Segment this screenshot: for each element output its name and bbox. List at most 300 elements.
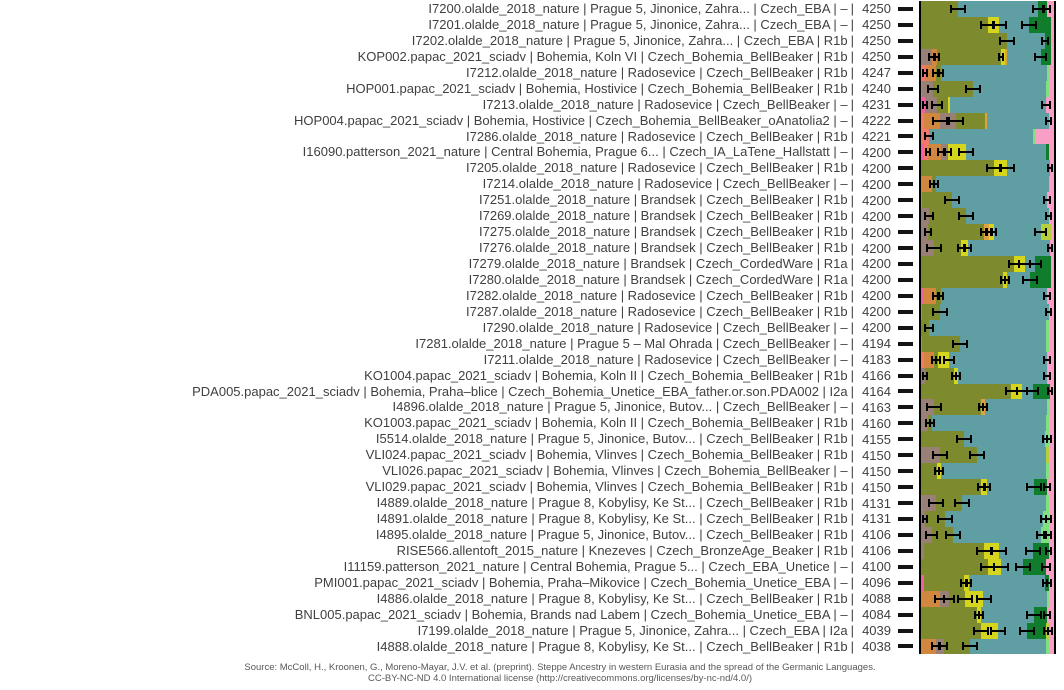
row-label: I7276.olalde_2018_nature | Brandsek | Czech_BellBeaker | R1b	[479, 240, 848, 256]
bar-segment-olive	[928, 224, 984, 240]
row-label: PDA005.papac_2021_sciadv | Bohemia, Praha–blice | Czech_Bohemia_Unetice_EBA_father.or.son.PDA002 | I2a	[192, 383, 848, 399]
error-bar	[1043, 375, 1051, 377]
bar-segment-olive	[921, 33, 1007, 49]
error-bar-cap	[955, 372, 957, 380]
error-bar	[1043, 199, 1051, 201]
bar-segment-teal	[941, 288, 1047, 304]
error-bar-cap	[926, 515, 928, 523]
error-bar	[978, 614, 984, 616]
bar-segment-teal	[953, 527, 1041, 543]
row-label: I7290.olalde_2018_nature | Radosevice | Czech_BellBeaker | –	[482, 319, 848, 335]
error-bar-cap	[999, 37, 1001, 45]
y-axis-tick	[898, 262, 913, 266]
error-bar-cap	[922, 372, 924, 380]
error-bar-cap	[976, 547, 978, 555]
error-bar-cap	[1043, 292, 1045, 300]
error-bar	[933, 183, 939, 185]
ancestry-bar	[919, 415, 1056, 431]
row-date: 4106	[862, 527, 891, 543]
error-bar-cap	[1043, 627, 1045, 635]
error-bar-cap	[925, 531, 927, 539]
y-axis-tick	[898, 294, 913, 298]
bar-segment-olive	[921, 559, 988, 575]
ancestry-bar	[919, 160, 1056, 176]
error-bar	[958, 151, 974, 153]
y-axis-tick	[898, 326, 913, 330]
error-bar-cap	[1018, 260, 1020, 268]
error-bar-cap	[932, 132, 934, 140]
error-bar	[976, 550, 992, 552]
row-label: I7251.olalde_2018_nature | Brandsek | Czech_BellBeaker | R1b	[479, 192, 848, 208]
error-bar-cap	[1040, 611, 1042, 619]
error-bar	[1047, 630, 1053, 632]
bar-segment-pink_right	[1051, 224, 1054, 240]
error-bar-cap	[925, 148, 927, 156]
error-bar-cap	[938, 292, 940, 300]
ancestry-bar	[919, 208, 1056, 224]
error-bar-cap	[1036, 276, 1038, 284]
row-date: 4131	[862, 495, 891, 511]
bar-segment-pink_right	[1050, 176, 1054, 192]
row-label: I7199.olalde_2018_nature | Prague 5, Jinonice, Zahra... | Czech_EBA | I2a	[417, 622, 848, 638]
row-separator: |	[850, 575, 854, 591]
sample-row	[0, 304, 1064, 320]
error-bar-cap	[928, 53, 930, 61]
error-bar-cap	[990, 627, 992, 635]
error-bar-cap	[1004, 276, 1006, 284]
error-bar-cap	[1045, 308, 1047, 316]
error-bar	[1047, 167, 1053, 169]
error-bar-cap	[952, 340, 954, 348]
ancestry-bar	[919, 368, 1056, 384]
error-bar	[999, 40, 1015, 42]
sample-row	[0, 559, 1064, 575]
error-bar-cap	[953, 356, 955, 364]
error-bar-cap	[1047, 164, 1049, 172]
error-bar-cap	[965, 85, 967, 93]
row-date: 4200	[862, 176, 891, 192]
row-separator: |	[850, 176, 854, 192]
sample-row	[0, 623, 1064, 639]
error-bar-cap	[1004, 627, 1006, 635]
error-bar-cap	[977, 483, 979, 491]
error-bar-cap	[1045, 547, 1047, 555]
y-axis-tick	[898, 182, 913, 186]
row-separator: |	[850, 543, 854, 559]
y-axis-tick	[898, 485, 913, 489]
row-separator: |	[850, 65, 854, 81]
error-bar-cap	[1026, 387, 1028, 395]
error-bar	[938, 295, 944, 297]
error-bar-cap	[1049, 563, 1051, 571]
error-bar	[1032, 8, 1043, 10]
error-bar-cap	[1043, 372, 1045, 380]
error-bar-cap	[939, 356, 941, 364]
error-bar-cap	[950, 5, 952, 13]
error-bar-cap	[932, 451, 934, 459]
bar-segment-pink_right	[1049, 591, 1054, 607]
row-separator: |	[850, 208, 854, 224]
row-date: 4088	[862, 591, 891, 607]
error-bar-cap	[924, 132, 926, 140]
error-bar-cap	[935, 356, 937, 364]
error-bar-cap	[942, 292, 944, 300]
error-bar-cap	[1042, 579, 1044, 587]
sample-row	[0, 192, 1064, 208]
row-label: I7280.olalde_2018_nature | Brandsek | Czech_CordedWare | R1a	[468, 271, 848, 287]
error-bar-cap	[1047, 244, 1049, 252]
bar-segment-teal	[958, 1, 1038, 17]
bar-segment-teal	[949, 352, 1047, 368]
error-bar-cap	[940, 244, 942, 252]
row-label: I7202.olalde_2018_nature | Prague 5, Jinonice, Zahra... | Czech_EBA | R1b	[411, 32, 848, 48]
error-bar	[935, 359, 941, 361]
sample-row	[0, 272, 1064, 288]
error-bar-cap	[933, 180, 935, 188]
y-axis-tick	[898, 103, 913, 107]
bar-segment-pink_right	[1051, 17, 1054, 33]
error-bar-cap	[998, 53, 1000, 61]
row-date: 4096	[862, 575, 891, 591]
error-bar	[1021, 24, 1037, 26]
error-bar	[938, 72, 944, 74]
bar-segment-teal	[966, 144, 1046, 160]
bar-segment-teal	[945, 511, 1043, 527]
row-separator: |	[850, 160, 854, 176]
ancestry-bar	[919, 607, 1056, 623]
error-bar-cap	[948, 117, 950, 125]
bar-segment-teal	[966, 208, 1048, 224]
sample-row	[0, 591, 1064, 607]
error-bar-cap	[1050, 579, 1052, 587]
sample-row	[0, 288, 1064, 304]
sample-row	[0, 129, 1064, 145]
row-separator: |	[850, 415, 854, 431]
error-bar	[958, 215, 974, 217]
row-label: I7269.olalde_2018_nature | Brandsek | Czech_BellBeaker | R1b	[479, 208, 848, 224]
row-date: 4200	[862, 160, 891, 176]
bar-segment-olive	[921, 17, 988, 33]
row-label: I7200.olalde_2018_nature | Prague 5, Jinonice, Zahra... | Czech_EBA | –	[428, 1, 848, 16]
ancestry-bar	[919, 49, 1056, 65]
error-bar-cap	[1043, 5, 1045, 13]
row-date: 4250	[862, 1, 891, 17]
row-separator: |	[850, 128, 854, 144]
row-separator: |	[850, 256, 854, 272]
ancestry-bar	[919, 129, 1056, 145]
row-label: I11159.patterson_2021_nature | Central Bohemia, Prague 5... | Czech_EBA_Unetice | –	[343, 558, 848, 574]
bar-segment-teal	[977, 447, 1046, 463]
sample-row	[0, 65, 1064, 81]
row-date: 4200	[862, 224, 891, 240]
y-axis-tick	[898, 501, 913, 505]
error-bar	[952, 343, 968, 345]
error-bar-cap	[969, 451, 971, 459]
error-bar-cap	[973, 627, 975, 635]
error-bar-cap	[931, 642, 933, 650]
y-axis-tick	[898, 119, 913, 123]
bar-segment-teal	[950, 97, 1046, 113]
bar-segment-teal	[932, 415, 1046, 431]
error-bar-cap	[940, 403, 942, 411]
ancestry-bar	[919, 623, 1056, 639]
error-bar-cap	[926, 372, 928, 380]
row-separator: |	[850, 479, 854, 495]
error-bar-cap	[1051, 387, 1053, 395]
sample-row	[0, 495, 1064, 511]
y-axis-tick	[898, 310, 913, 314]
error-bar-cap	[934, 53, 936, 61]
error-bar-cap	[941, 101, 943, 109]
error-bar-cap	[1045, 212, 1047, 220]
error-bar	[1041, 104, 1051, 106]
ancestry-bar	[919, 559, 1056, 575]
error-bar	[1015, 566, 1031, 568]
ancestry-bar	[919, 288, 1056, 304]
error-bar	[1045, 311, 1051, 313]
row-date: 4200	[862, 192, 891, 208]
error-bar	[1036, 534, 1046, 536]
error-bar-cap	[957, 595, 959, 603]
sample-row	[0, 224, 1064, 240]
row-label: I4886.olalde_2018_nature | Prague 8, Kobylisy, Ke St... | Czech_BellBeaker | R1b	[376, 590, 848, 606]
error-bar-cap	[954, 499, 956, 507]
sample-row	[0, 336, 1064, 352]
error-bar-cap	[976, 595, 978, 603]
error-bar-cap	[958, 196, 960, 204]
error-bar-cap	[938, 53, 940, 61]
sample-row	[0, 511, 1064, 527]
error-bar-cap	[1046, 435, 1048, 443]
row-date: 4166	[862, 368, 891, 384]
sample-rows	[0, 1, 1064, 654]
row-label: RISE566.allentoft_2015_nature | Knezeves | Czech_BronzeAge_Beaker | R1b	[396, 542, 848, 558]
error-bar-cap	[978, 611, 980, 619]
error-bar-cap	[1040, 260, 1042, 268]
sample-row	[0, 463, 1064, 479]
bar-segment-teal	[983, 591, 1047, 607]
sample-row	[0, 384, 1064, 400]
error-bar-cap	[934, 467, 936, 475]
row-label: I7211.olalde_2018_nature | Radosevice | Czech_BellBeaker | –	[483, 351, 848, 367]
row-separator: |	[850, 638, 854, 654]
y-axis-tick	[898, 389, 913, 393]
error-bar	[966, 582, 972, 584]
row-date: 4039	[862, 623, 891, 639]
row-separator: |	[850, 399, 854, 415]
row-separator: |	[850, 17, 854, 33]
row-label: I4889.olalde_2018_nature | Prague 8, Kobylisy, Ke St... | Czech_BellBeaker | R1b	[376, 495, 848, 511]
error-bar-cap	[946, 308, 948, 316]
error-bar	[922, 518, 928, 520]
error-bar	[926, 406, 942, 408]
row-date: 4163	[862, 399, 891, 415]
error-bar	[1034, 231, 1047, 233]
bar-segment-pink_right	[1050, 65, 1054, 81]
bar-segment-olive	[921, 272, 1003, 288]
error-bar-cap	[1049, 292, 1051, 300]
error-bar-cap	[953, 595, 955, 603]
error-bar-cap	[1049, 372, 1051, 380]
ancestry-bar	[919, 543, 1056, 559]
error-bar-cap	[943, 356, 945, 364]
error-bar-cap	[1040, 515, 1042, 523]
error-bar-cap	[932, 69, 934, 77]
error-bar	[1043, 486, 1051, 488]
row-separator: |	[850, 368, 854, 384]
error-bar-cap	[1050, 435, 1052, 443]
bar-segment-pink_right	[1051, 256, 1054, 272]
error-bar-cap	[937, 515, 939, 523]
error-bar-cap	[1019, 627, 1021, 635]
error-bar	[932, 311, 948, 313]
bar-segment-pink_right	[1049, 81, 1054, 97]
row-label: I7286.olalde_2018_nature | Radosevice | Czech_BellBeaker | R1b	[466, 128, 848, 144]
error-bar-cap	[986, 164, 988, 172]
row-label: I7275.olalde_2018_nature | Brandsek | Czech_BellBeaker | R1b	[479, 224, 848, 240]
error-bar-cap	[942, 467, 944, 475]
error-bar-cap	[987, 627, 989, 635]
sample-row	[0, 49, 1064, 65]
error-bar	[948, 120, 964, 122]
bar-segment-pink_right	[1049, 320, 1054, 336]
row-separator: |	[850, 288, 854, 304]
error-bar	[973, 630, 989, 632]
error-bar	[943, 359, 956, 361]
error-bar-cap	[934, 595, 936, 603]
error-bar-cap	[931, 356, 933, 364]
error-bar-cap	[1035, 21, 1037, 29]
error-bar-cap	[1032, 5, 1034, 13]
error-bar	[998, 56, 1004, 58]
error-bar	[1004, 279, 1010, 281]
error-bar-cap	[980, 228, 982, 236]
y-axis-tick	[898, 214, 913, 218]
sample-row	[0, 81, 1064, 97]
row-separator: |	[850, 495, 854, 511]
row-label: I7205.olalde_2018_nature | Radosevice | Czech_BellBeaker | R1b	[466, 160, 848, 176]
row-label: VLI026.papac_2021_sciadv | Bohemia, Vlinves | Czech_Bohemia_BellBeaker | –	[382, 463, 848, 479]
error-bar-cap	[926, 69, 928, 77]
error-bar-cap	[1047, 37, 1049, 45]
error-bar	[1019, 630, 1035, 632]
ancestry-bar	[919, 384, 1056, 400]
ancestry-bar	[919, 113, 1056, 129]
error-bar-cap	[979, 85, 981, 93]
error-bar-cap	[929, 419, 931, 427]
error-bar-cap	[943, 595, 945, 603]
error-bar-cap	[1037, 387, 1039, 395]
ancestry-bar	[919, 224, 1056, 240]
sample-row	[0, 97, 1064, 113]
error-bar-cap	[986, 228, 988, 236]
sample-row	[0, 527, 1064, 543]
ancestry-bar	[919, 527, 1056, 543]
row-label: I5514.olalde_2018_nature | Prague 5, Jinonice, Butov... | Czech_BellBeaker | R1b	[375, 431, 848, 447]
error-bar	[965, 88, 981, 90]
y-axis-tick	[898, 581, 913, 585]
bar-segment-olive	[921, 607, 977, 623]
sample-row	[0, 399, 1064, 415]
error-bar-cap	[970, 435, 972, 443]
row-date: 4084	[862, 607, 891, 623]
error-bar-cap	[1046, 579, 1048, 587]
error-bar	[1045, 550, 1051, 552]
error-bar-cap	[1050, 515, 1052, 523]
bar-segment-olive	[924, 575, 964, 591]
error-bar	[992, 24, 1006, 26]
y-axis-tick	[898, 134, 913, 138]
error-bar-cap	[929, 180, 931, 188]
error-bar-cap	[951, 372, 953, 380]
error-bar	[925, 534, 938, 536]
bar-segment-olive	[925, 368, 954, 384]
error-bar-cap	[964, 5, 966, 13]
row-separator: |	[850, 352, 854, 368]
error-bar-cap	[929, 148, 931, 156]
bar-segment-pink_right	[1051, 272, 1054, 288]
y-axis-tick	[898, 87, 913, 91]
error-bar	[1043, 8, 1051, 10]
error-bar-cap	[991, 547, 993, 555]
error-bar	[1026, 486, 1042, 488]
sample-row	[0, 431, 1064, 447]
error-bar-cap	[1043, 356, 1045, 364]
row-label: I7213.olalde_2018_nature | Radosevice | Czech_BellBeaker | –	[482, 96, 848, 112]
error-bar	[1026, 614, 1042, 616]
row-date: 4200	[862, 288, 891, 304]
error-bar	[984, 486, 992, 488]
error-bar-cap	[1041, 563, 1043, 571]
bar-segment-teal	[941, 463, 1046, 479]
error-bar-cap	[1029, 260, 1031, 268]
row-separator: |	[850, 81, 854, 97]
row-label: I7214.olalde_2018_nature | Radosevice | Czech_BellBeaker | –	[482, 176, 848, 192]
error-bar-cap	[1033, 627, 1035, 635]
row-date: 4200	[862, 320, 891, 336]
row-separator: |	[850, 559, 854, 575]
error-bar	[999, 167, 1015, 169]
sample-row	[0, 113, 1064, 129]
row-date: 4250	[862, 49, 891, 65]
y-axis-tick	[898, 23, 913, 27]
bar-segment-teal	[968, 240, 1050, 256]
bar-segment-teal	[962, 495, 1046, 511]
error-bar-cap	[922, 515, 924, 523]
error-bar-cap	[936, 531, 938, 539]
error-bar-cap	[945, 531, 947, 539]
y-axis-tick	[898, 565, 913, 569]
row-label: I7282.olalde_2018_nature | Radosevice | Czech_BellBeaker | R1b	[466, 287, 848, 303]
error-bar	[1043, 614, 1051, 616]
error-bar-cap	[959, 372, 961, 380]
error-bar-cap	[1043, 196, 1045, 204]
error-bar-cap	[1041, 37, 1043, 45]
ancestry-bar	[919, 320, 1056, 336]
ancestry-bar	[919, 352, 1056, 368]
y-axis-tick	[898, 278, 913, 282]
error-bar-cap	[956, 435, 958, 443]
error-bar-cap	[951, 515, 953, 523]
error-bar	[1045, 215, 1051, 217]
error-bar-cap	[972, 212, 974, 220]
error-bar-cap	[927, 85, 929, 93]
error-bar	[962, 645, 978, 647]
error-bar-cap	[982, 403, 984, 411]
error-bar	[1043, 295, 1051, 297]
error-bar-cap	[932, 308, 934, 316]
error-bar	[976, 598, 992, 600]
